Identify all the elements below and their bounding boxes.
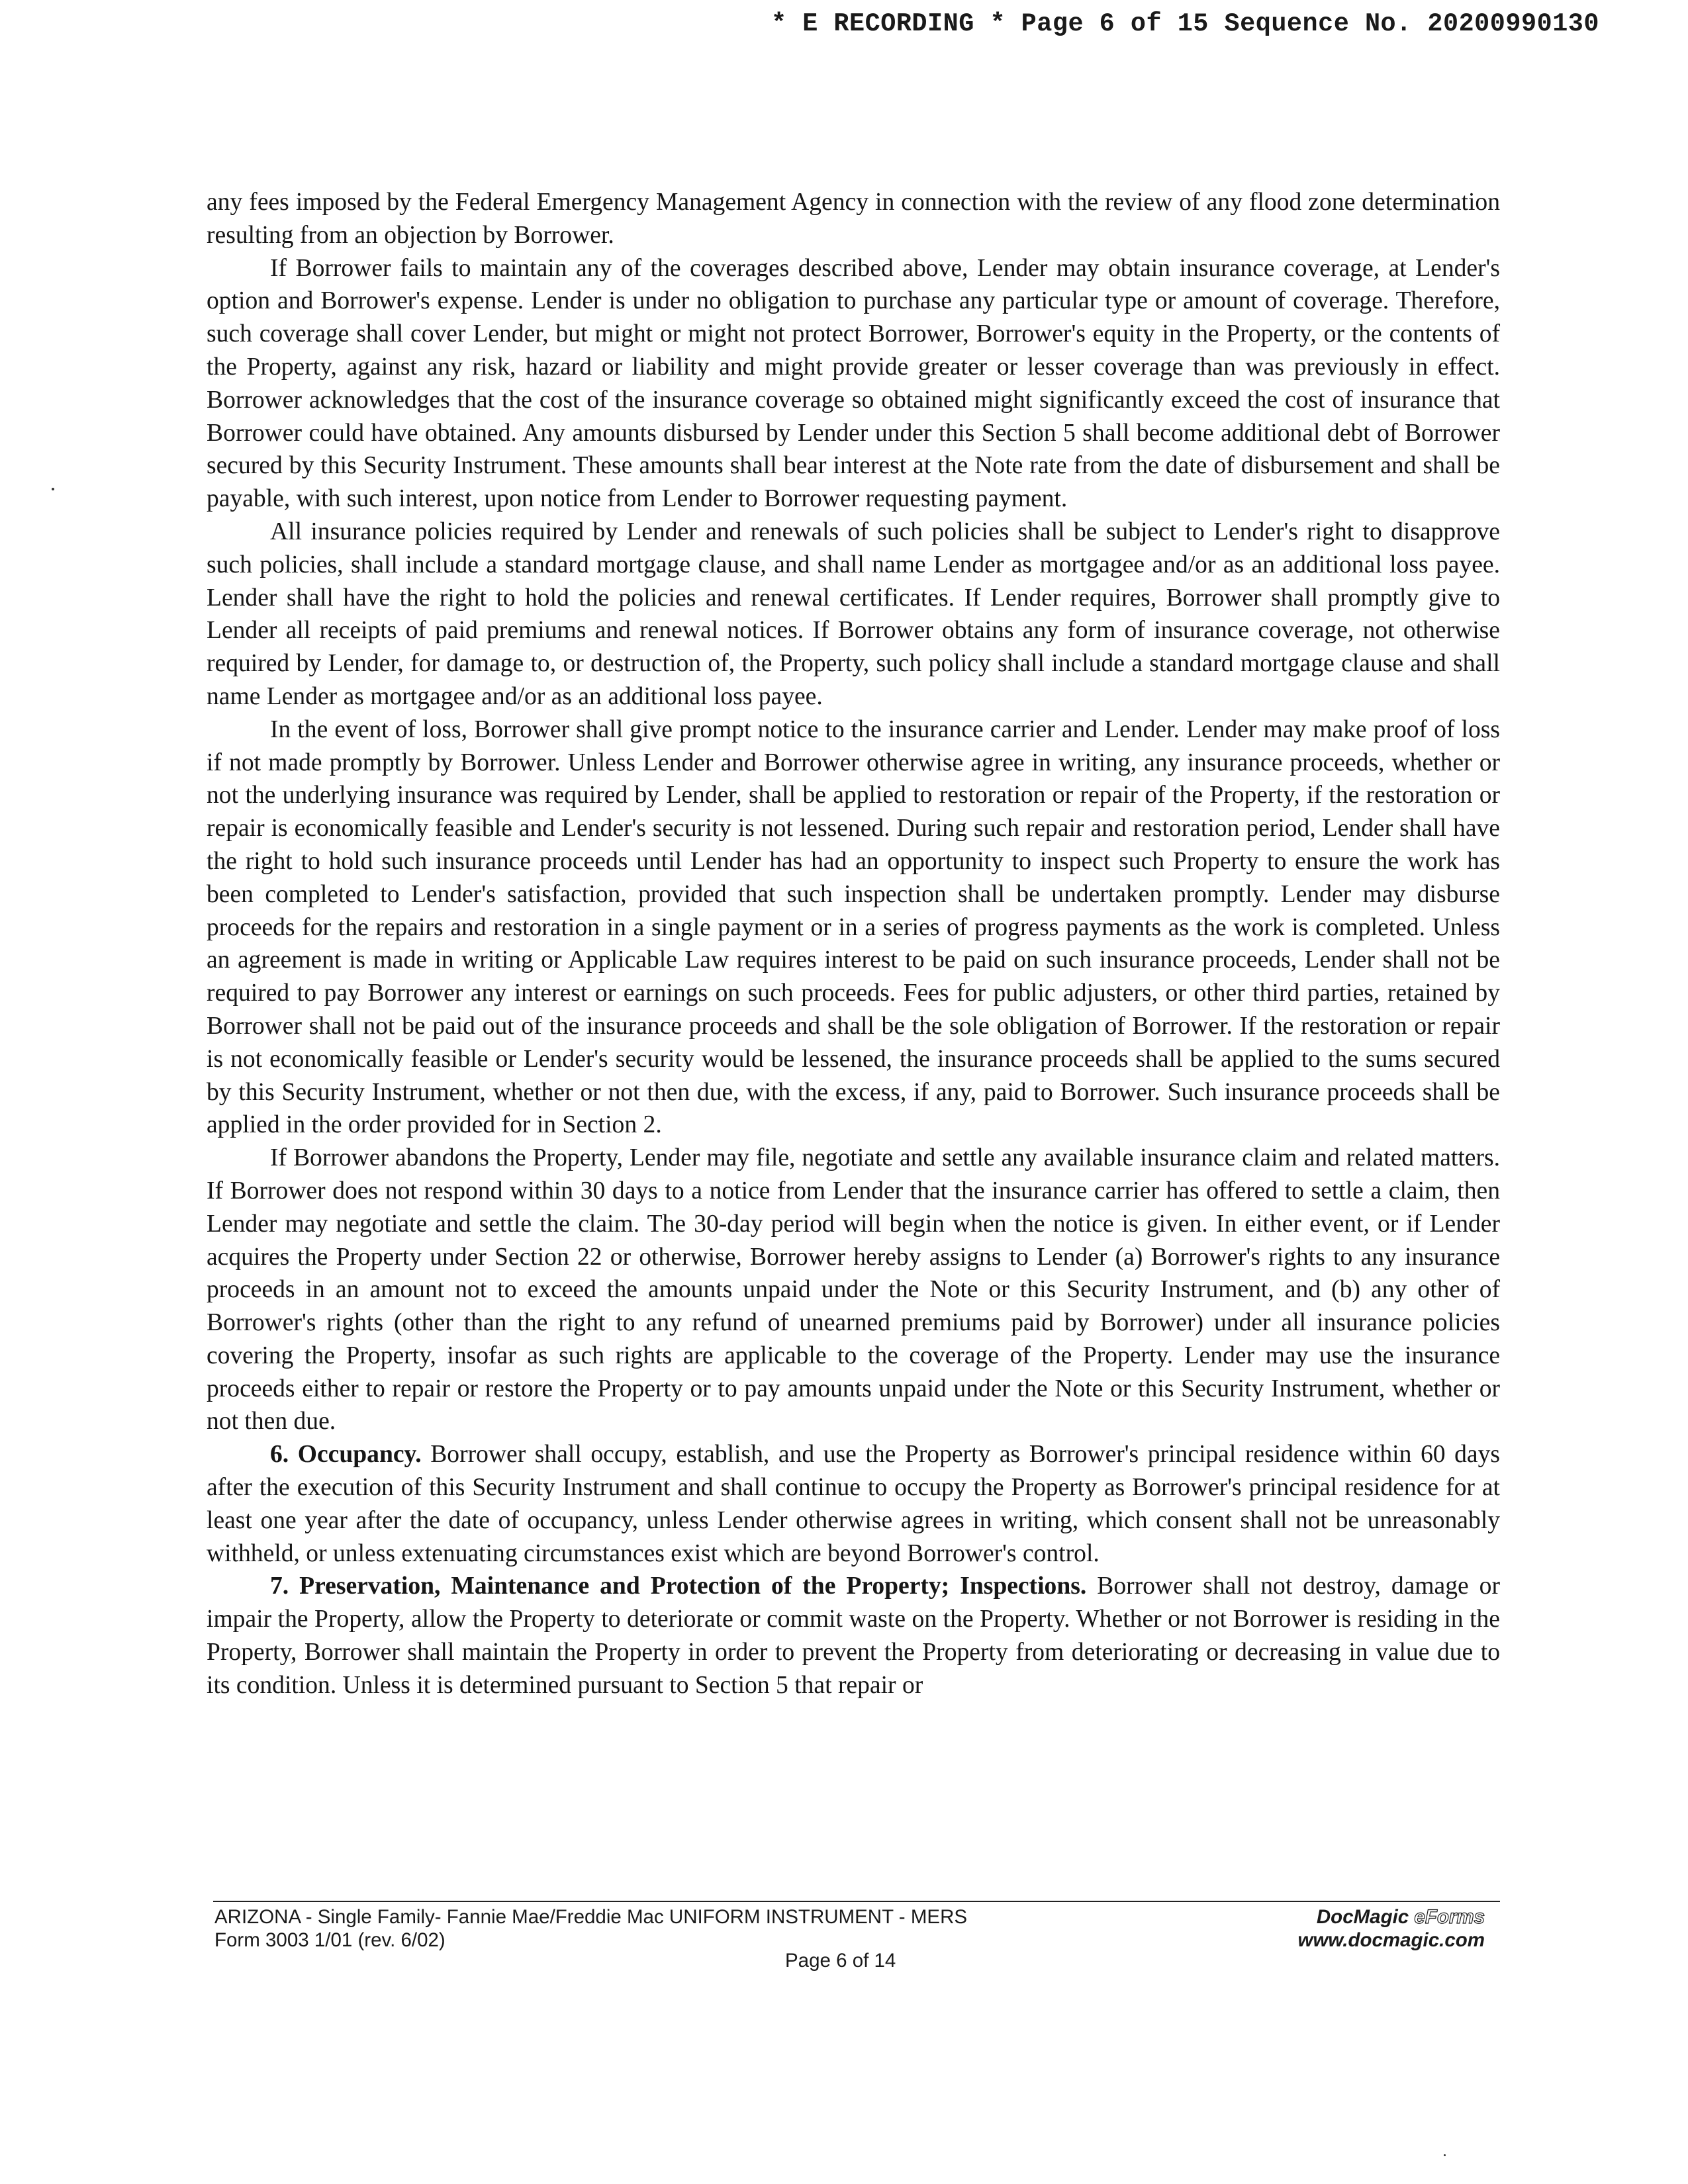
section-7-preservation <box>207 1570 1500 1702</box>
brand-name: DocMagic <box>1316 1906 1409 1928</box>
form-number: Form 3003 1/01 (rev. 6/02) <box>214 1929 445 1951</box>
footer-divider <box>213 1901 1500 1902</box>
paragraph-flood-fees <box>207 186 1500 252</box>
paragraph-abandonment <box>207 1142 1500 1438</box>
paragraph-text: any fees imposed by the Federal Emergency Management Agency in connection with the review of any flood zone determination resulting from an objection by Borrower. <box>207 189 1500 249</box>
section-6-occupancy <box>207 1438 1500 1570</box>
paragraph-insurance-policies <box>207 516 1500 713</box>
paragraph-text: Borrower shall occupy, establish, and use the Property as Borrower's principal residence within 60 days after the execution of this Security Instrument and shall continue to occupy the Property as Borrower's principal residence for at least one year after the date of occupancy, unless Lender otherwise agrees in writing, which consent shall not be unreasonably withheld, or unless extenuating circumstances exist which are beyond Borrower's control. <box>207 1441 1500 1567</box>
footer-form-info <box>214 1905 967 1952</box>
paragraph-text: In the event of loss, Borrower shall give prompt notice to the insurance carrier and Lender. Lender may make proof of loss if not made promptly by Borrower. Unless Lender and Borrower otherwise agree in writing, any insurance proceeds, whether or not the underlying insurance was required by Lender, shall be applied to restoration or repair of the Property, if the restoration or repair is economically feasible and Lender's security is not lessened. During such repair and restoration period, Lender shall have the right to hold such insurance proceeds until Lender has had an opportunity to inspect such Property to ensure the work has been completed to Lender's satisfaction, provided that such inspection shall be undertaken promptly. Lender may disburse proceeds for the repairs and restoration in a single payment or in a series of progress payments as the work is completed. Unless an agreement is made in writing or Applicable Law requires interest to be paid on such insurance proceeds, Lender shall not be required to pay Borrower any interest or earnings on such proceeds. Fees for public adjusters, or other third parties, retained by Borrower shall not be paid out of the insurance proceeds and shall be the sole obligation of Borrower. If the restoration or repair is not economically feasible or Lender's security would be lessened, the insurance proceeds shall be applied to the sums secured by this Security Instrument, whether or not then due, with the excess, if any, paid to Borrower. Such insurance proceeds shall be applied in the order provided for in Section 2. <box>207 715 1500 1139</box>
brand-website: www.docmagic.com <box>1297 1929 1485 1951</box>
scan-speck <box>1444 2154 1446 2156</box>
section-heading: 6. Occupancy. <box>270 1441 422 1469</box>
page-number: Page 6 of 14 <box>785 1950 896 1972</box>
paragraph-event-of-loss <box>207 713 1500 1142</box>
paragraph-text: If Borrower abandons the Property, Lender may file, negotiate and settle any available insurance claim and related matters. If Borrower does not respond within 30 days to a notice from Lender that the insurance carrier has offered to settle a claim, then Lender may negotiate and settle the claim. The 30-day period will begin when the notice is given. In either event, or if Lender acquires the Property under Section 22 or otherwise, Borrower hereby assigns to Lender (a) Borrower's rights to any insurance proceeds in an amount not to exceed the amounts unpaid under the Note or this Security Instrument, and (b) any other of Borrower's rights (other than the right to any refund of unearned premiums paid by Borrower) under all insurance policies covering the Property, insofar as such rights are applicable to the coverage of the Property. Lender may use the insurance proceeds either to repair or restore the Property or to pay amounts unpaid under the Note or this Security Instrument, whether or not then due. <box>207 1144 1500 1435</box>
recording-header: * E RECORDING * Page 6 of 15 Sequence No. 20200990130 <box>771 9 1599 38</box>
scan-speck <box>52 488 54 490</box>
section-heading: 7. Preservation, Maintenance and Protection of the Property; Inspections. <box>270 1572 1087 1600</box>
paragraph-text: Borrower shall not destroy, damage or impair the Property, allow the Property to deteriorate or commit waste on the Property. Whether or not Borrower is residing in the Property, Borrower shall maintain the Property in order to prevent the Property from deteriorating or decreasing in value due to its condition. Unless it is determined pursuant to Section 5 that repair or <box>207 1572 1500 1699</box>
form-title: ARIZONA - Single Family- Fannie Mae/Freddie Mac UNIFORM INSTRUMENT - MERS <box>214 1906 968 1928</box>
paragraph-lender-coverage <box>207 252 1500 516</box>
paragraph-text: If Borrower fails to maintain any of the coverages described above, Lender may obtain insurance coverage, at Lender's option and Borrower's expense. Lender is under no obligation to purchase any particular type or amount of coverage. Therefore, such coverage shall cover Lender, but might or might not protect Borrower, Borrower's equity in the Property, or the contents of the Property, against any risk, hazard or liability and might provide greater or lesser coverage than was previously in effect. Borrower acknowledges that the cost of the insurance coverage so obtained might significantly exceed the cost of insurance that Borrower could have obtained. Any amounts disbursed by Lender under this Section 5 shall become additional debt of Borrower secured by this Security Instrument. These amounts shall bear interest at the Note rate from the date of disbursement and shall be payable, with such interest, upon notice from Lender to Borrower requesting payment. <box>207 254 1500 513</box>
paragraph-text: All insurance policies required by Lender and renewals of such policies shall be subject to Lender's right to disapprove such policies, shall include a standard mortgage clause, and shall name Lender as mortgagee and/or as an additional loss payee. Lender shall have the right to hold the policies and renewal certificates. If Lender requires, Borrower shall promptly give to Lender all receipts of paid premiums and renewal notices. If Borrower obtains any form of insurance coverage, not otherwise required by Lender, for damage to, or destruction of, the Property, such policy shall include a standard mortgage clause and shall name Lender as mortgagee and/or as an additional loss payee. <box>207 518 1500 710</box>
docmagic-brand <box>1298 1905 1485 1952</box>
document-body <box>207 186 1500 1702</box>
brand-suffix: eForms <box>1414 1906 1485 1928</box>
